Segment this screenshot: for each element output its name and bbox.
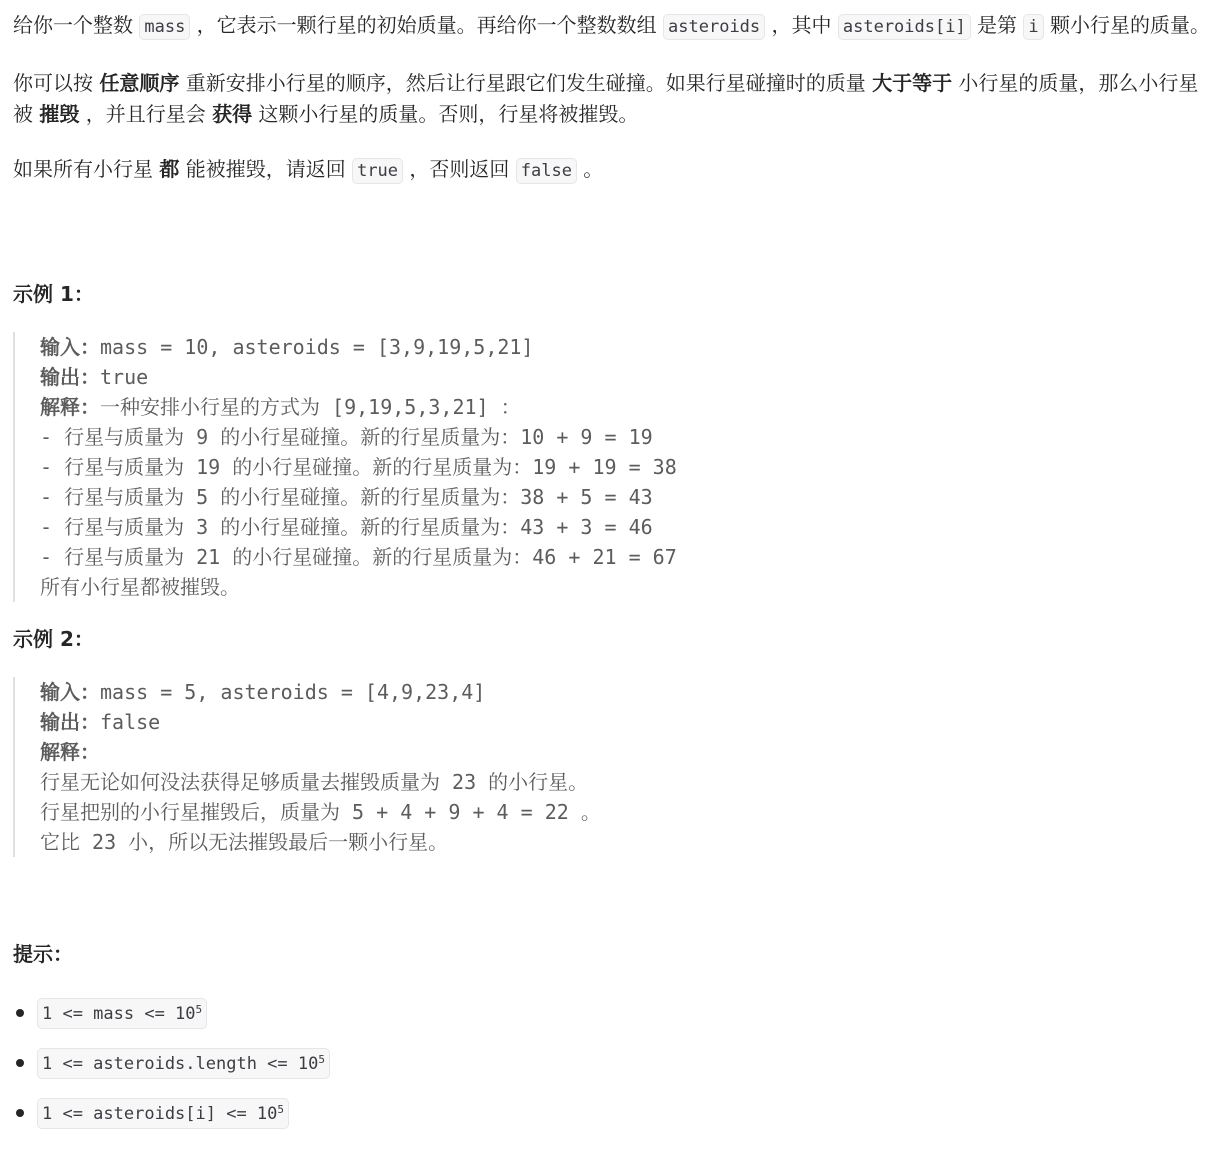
example-2-input-label: 输入：: [40, 680, 100, 704]
intro-text: ，它表示一颗行星的初始质量。再给你一个整数数组: [190, 13, 664, 37]
hints-title: 提示：: [13, 942, 73, 966]
example-1-explain-line: - 行星与质量为 3 的小行星碰撞。新的行星质量为：43 + 3 = 46: [40, 515, 653, 539]
constraint-exponent: 5: [318, 1052, 325, 1066]
example-1-output-value: true: [100, 365, 149, 389]
example-1-explain-line: - 行星与质量为 9 的小行星碰撞。新的行星质量为：10 + 9 = 19: [40, 425, 653, 449]
constraint-text: 1 <= asteroids[i] <= 10: [42, 1103, 278, 1124]
example-1-output-label: 输出：: [40, 365, 100, 389]
example-2-title: 示例 2：: [13, 627, 94, 651]
example-2-explain-line: 行星把别的小行星摧毁后，质量为 5 + 4 + 9 + 4 = 22 。: [40, 800, 601, 824]
example-1-explain-line: - 行星与质量为 21 的小行星碰撞。新的行星质量为：46 + 21 = 67: [40, 545, 677, 569]
intro-text: ，其中: [765, 13, 838, 37]
constraint-exponent: 5: [195, 1002, 203, 1016]
result-text: 如果所有小行星: [13, 157, 160, 181]
intro-text: 给你一个整数: [13, 13, 140, 37]
code-i: i: [1023, 14, 1043, 40]
bullet-icon: [16, 1009, 24, 1017]
rule-text: 重新安排小行星的顺序，然后让行星跟它们发生碰撞。如果行星碰撞时的质量: [179, 71, 873, 95]
example-1-input-value: mass = 10, asteroids = [3,9,19,5,21]: [100, 335, 534, 359]
constraint-text: 1 <= asteroids.length <= 10: [42, 1053, 319, 1074]
example-2-explain-line: 行星无论如何没法获得足够质量去摧毁质量为 23 的小行星。: [40, 770, 589, 794]
intro-text: 颗小行星的质量。: [1043, 13, 1211, 37]
example-1-explain-label: 解释：: [40, 395, 100, 419]
bullet-icon: [16, 1109, 24, 1117]
constraint-item: [13, 996, 1215, 1030]
constraint-item: [13, 1096, 1215, 1130]
constraint-code: [37, 1048, 330, 1079]
constraint-exponent: 5: [277, 1102, 285, 1116]
rule-text: 你可以按: [13, 71, 100, 95]
constraint-code: [37, 998, 207, 1029]
example-2-output-value: false: [100, 710, 161, 734]
example-1-input-label: 输入：: [40, 335, 100, 359]
rule-bold-any-order: 任意顺序: [99, 71, 180, 95]
example-2-output-label: 输出：: [40, 710, 100, 734]
result-bold-all: 都: [159, 157, 180, 181]
constraint-code: [37, 1098, 289, 1129]
rule-bold-destroyed: 摧毁: [39, 102, 80, 126]
example-1-explain-line: 所有小行星都被摧毁。: [40, 575, 240, 599]
code-mass: mass: [139, 14, 190, 40]
rule-text: ，并且行星会: [79, 102, 213, 126]
intro-paragraph: [13, 10, 1215, 43]
intro-text: 是第: [970, 13, 1024, 37]
example-1-explain-line: - 行星与质量为 5 的小行星碰撞。新的行星质量为：38 + 5 = 43: [40, 485, 653, 509]
code-asteroids-i: asteroids[i]: [838, 14, 971, 40]
bullet-icon: [16, 1059, 24, 1067]
example-1-explain-line: 一种安排小行星的方式为 [9,19,5,3,21] ：: [100, 395, 521, 419]
result-text: 能被摧毁，请返回: [179, 157, 353, 181]
example-1-title: 示例 1：: [13, 282, 94, 306]
code-true: true: [352, 158, 403, 184]
constraint-text: 1 <= mass <= 10: [42, 1003, 196, 1024]
rule-paragraph: [13, 68, 1215, 130]
rule-text: 这颗小行星的质量。否则，行星将被摧毁。: [252, 102, 639, 126]
rule-bold-gain: 获得: [212, 102, 253, 126]
result-paragraph: [13, 154, 1215, 187]
example-2-explain-line: 它比 23 小，所以无法摧毁最后一颗小行星。: [40, 830, 449, 854]
example-1-block: [13, 332, 1215, 602]
example-1-explain-line: - 行星与质量为 19 的小行星碰撞。新的行星质量为：19 + 19 = 38: [40, 455, 677, 479]
result-text: 。: [576, 157, 604, 181]
rule-bold-ge: 大于等于: [872, 71, 953, 95]
constraint-item: [13, 1046, 1215, 1080]
rule-text: 小行星的质量，那么小行星被: [13, 71, 1199, 126]
constraints-list: [13, 996, 1215, 1130]
code-false: false: [516, 158, 577, 184]
code-asteroids: asteroids: [663, 14, 765, 40]
result-text: ，否则返回: [403, 157, 516, 181]
example-2-input-value: mass = 5, asteroids = [4,9,23,4]: [100, 680, 486, 704]
example-2-explain-label: 解释：: [40, 740, 100, 764]
example-2-block: [13, 677, 1215, 857]
